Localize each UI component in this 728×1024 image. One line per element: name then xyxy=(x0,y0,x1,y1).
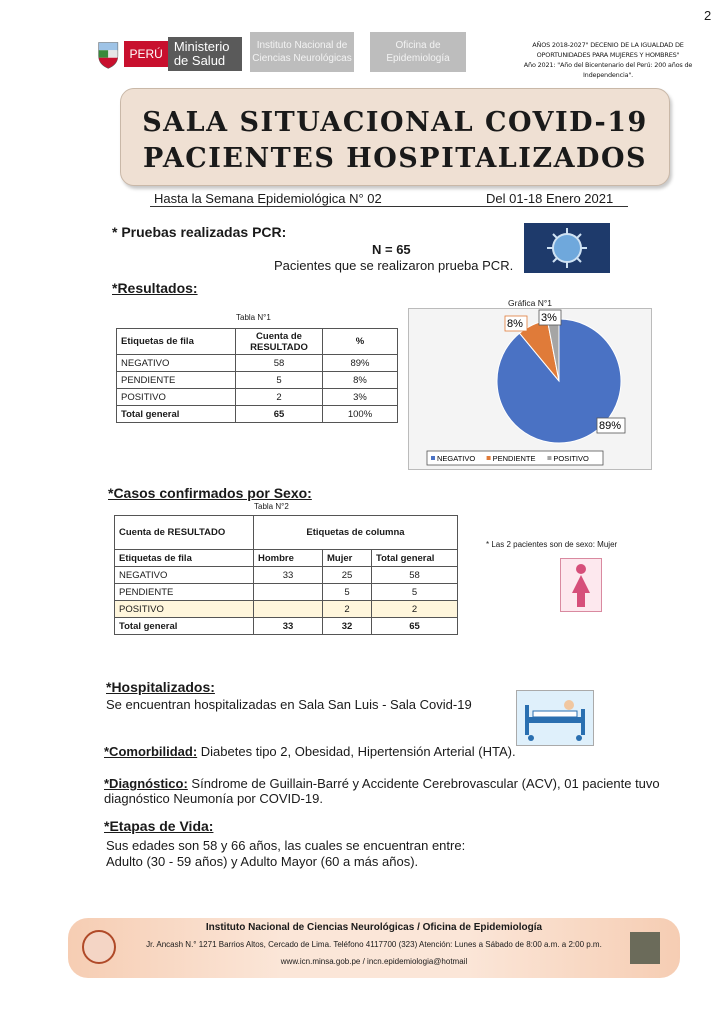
page-number: 2 xyxy=(704,8,712,23)
cell-count: 58 xyxy=(236,355,323,372)
footer-address: Jr. Ancash N.° 1271 Barrios Altos, Cercado de Lima. Teléfono 4117700 (323) Atención: Lunes a Sábado de 8:00 a.m. a 2:00 p.m. xyxy=(146,940,602,949)
th-percent: % xyxy=(323,329,398,355)
etapas-line1: Sus edades son 58 y 66 años, las cuales se encuentran entre: xyxy=(106,838,466,853)
table1-caption: Tabla N°1 xyxy=(236,313,271,322)
cell-count: 65 xyxy=(236,406,323,423)
cell-hombre: 33 xyxy=(254,618,323,635)
period-underline xyxy=(150,206,628,207)
date-range: Del 01-18 Enero 2021 xyxy=(486,191,614,206)
cell-hombre xyxy=(254,601,323,618)
cell-label: PENDIENTE xyxy=(115,584,254,601)
diagnostico-line xyxy=(104,776,664,806)
female-note: * Las 2 pacientes son de sexo: Mujer xyxy=(486,540,618,549)
legend-entry: PENDIENTE xyxy=(492,454,536,463)
cell-label: POSITIVO xyxy=(115,601,254,618)
banner-title-line1: SALA SITUACIONAL COVID-19 xyxy=(142,107,648,138)
results-table xyxy=(116,328,398,423)
pie-chart-svg xyxy=(409,309,651,469)
comorbilidad-label: *Comorbilidad: xyxy=(104,744,198,759)
th-corner: Cuenta de RESULTADO xyxy=(115,516,254,550)
cell-percent: 100% xyxy=(323,406,398,423)
comorbilidad-line xyxy=(104,744,516,759)
table-row xyxy=(117,355,398,372)
legend-swatch xyxy=(431,456,435,460)
diagnostico-label: *Diagnóstico: xyxy=(104,776,188,791)
cell-label: PENDIENTE xyxy=(117,372,236,389)
decade-note-line1: AÑOS 2018-2027" DECENIO DE LA IGUALDAD DE OPORTUNIDADES PARA MUJERES Y HOMBRES" xyxy=(532,41,684,59)
cell-percent: 89% xyxy=(323,355,398,372)
decade-note-line2: Año 2021: "Año del Bicentenario del Perú: 200 años de Independencia". xyxy=(523,61,693,79)
etapas-heading: *Etapas de Vida: xyxy=(104,818,214,834)
table-row xyxy=(115,567,458,584)
cell-label: POSITIVO xyxy=(117,389,236,406)
cell-label: Total general xyxy=(117,406,236,423)
legend-entry: NEGATIVO xyxy=(437,454,476,463)
owl-icon xyxy=(630,932,660,964)
cell-label: Total general xyxy=(115,618,254,635)
minsa-logo xyxy=(96,36,242,72)
title-banner xyxy=(120,88,670,186)
decade-note xyxy=(508,40,708,80)
pcr-heading: * Pruebas realizadas PCR: xyxy=(112,224,287,240)
legend-entry: POSITIVO xyxy=(553,454,589,463)
virus-icon xyxy=(524,223,610,273)
peru-shield-icon xyxy=(96,38,120,70)
pcr-total: N = 65 xyxy=(372,242,411,257)
hospitalizados-text: Se encuentran hospitalizadas en Sala San Luis - Sala Covid-19 xyxy=(106,697,472,712)
etapas-line2: Adulto (30 - 59 años) y Adulto Mayor (60 a más años). xyxy=(106,854,419,869)
peru-label: PERÚ xyxy=(124,41,167,67)
sexo-heading: *Casos confirmados por Sexo: xyxy=(108,485,312,501)
institute-label: Instituto Nacional de Ciencias Neurológicas xyxy=(250,32,354,72)
th-mujer: Mujer xyxy=(323,550,372,567)
banner-title-line2: PACIENTES HOSPITALIZADOS xyxy=(143,143,647,174)
footer xyxy=(68,918,680,978)
etapas-text xyxy=(106,838,546,870)
table-row xyxy=(115,584,458,601)
cell-mujer: 2 xyxy=(323,601,372,618)
hospital-bed-icon xyxy=(516,690,594,746)
th-row-labels: Etiquetas de fila xyxy=(117,329,236,355)
cell-mujer: 32 xyxy=(323,618,372,635)
th-column-group: Etiquetas de columna xyxy=(254,516,458,550)
pie-chart xyxy=(408,308,652,470)
cell-hombre: 33 xyxy=(254,567,323,584)
legend-swatch xyxy=(547,456,551,460)
cell-percent: 8% xyxy=(323,372,398,389)
cell-percent: 3% xyxy=(323,389,398,406)
cell-hombre xyxy=(254,584,323,601)
cell-total: 5 xyxy=(372,584,458,601)
table-total-row xyxy=(117,406,398,423)
pie-data-label: 89% xyxy=(599,420,622,432)
cell-mujer: 5 xyxy=(323,584,372,601)
cell-label: NEGATIVO xyxy=(117,355,236,372)
cell-mujer: 25 xyxy=(323,567,372,584)
ministry-label: Ministerio de Salud xyxy=(168,37,242,71)
footer-title: Instituto Nacional de Ciencias Neurológicas / Oficina de Epidemiología xyxy=(205,922,543,933)
footer-web: www.icn.minsa.gob.pe / incn.epidemiologia@hotmail xyxy=(280,957,468,966)
office-label: Oficina de Epidemiología xyxy=(370,32,466,72)
chart-title: Gráfica N°1 xyxy=(508,298,553,308)
pie-data-label: 3% xyxy=(541,312,557,324)
woman-icon xyxy=(560,558,602,612)
th-total: Total general xyxy=(372,550,458,567)
table-total-row xyxy=(115,618,458,635)
comorbilidad-text: Diabetes tipo 2, Obesidad, Hipertensión Arterial (HTA). xyxy=(197,744,516,759)
pcr-description: Pacientes que se realizaron prueba PCR. xyxy=(274,258,514,273)
sex-table xyxy=(114,515,458,635)
epi-week: Hasta la Semana Epidemiológica N° 02 xyxy=(154,191,382,206)
table-row xyxy=(117,372,398,389)
legend-swatch xyxy=(487,456,491,460)
table2-caption: Tabla N°2 xyxy=(254,502,289,511)
hospitalizados-heading: *Hospitalizados: xyxy=(106,679,215,695)
cell-label: NEGATIVO xyxy=(115,567,254,584)
resultados-heading: *Resultados: xyxy=(112,280,198,296)
diagnostico-text: Síndrome de Guillain-Barré y Accidente Cerebrovascular (ACV), 01 paciente tuvo diagnóstico Neumonía por COVID-19. xyxy=(104,776,660,806)
pie-data-label: 8% xyxy=(507,318,523,330)
th-hombre: Hombre xyxy=(254,550,323,567)
th-count: Cuenta de RESULTADO xyxy=(236,329,323,355)
table-row-highlighted xyxy=(115,601,458,618)
cell-total: 58 xyxy=(372,567,458,584)
table-row xyxy=(117,389,398,406)
cell-count: 2 xyxy=(236,389,323,406)
th-row-labels: Etiquetas de fila xyxy=(115,550,254,567)
cell-total: 65 xyxy=(372,618,458,635)
cell-count: 5 xyxy=(236,372,323,389)
cell-total: 2 xyxy=(372,601,458,618)
